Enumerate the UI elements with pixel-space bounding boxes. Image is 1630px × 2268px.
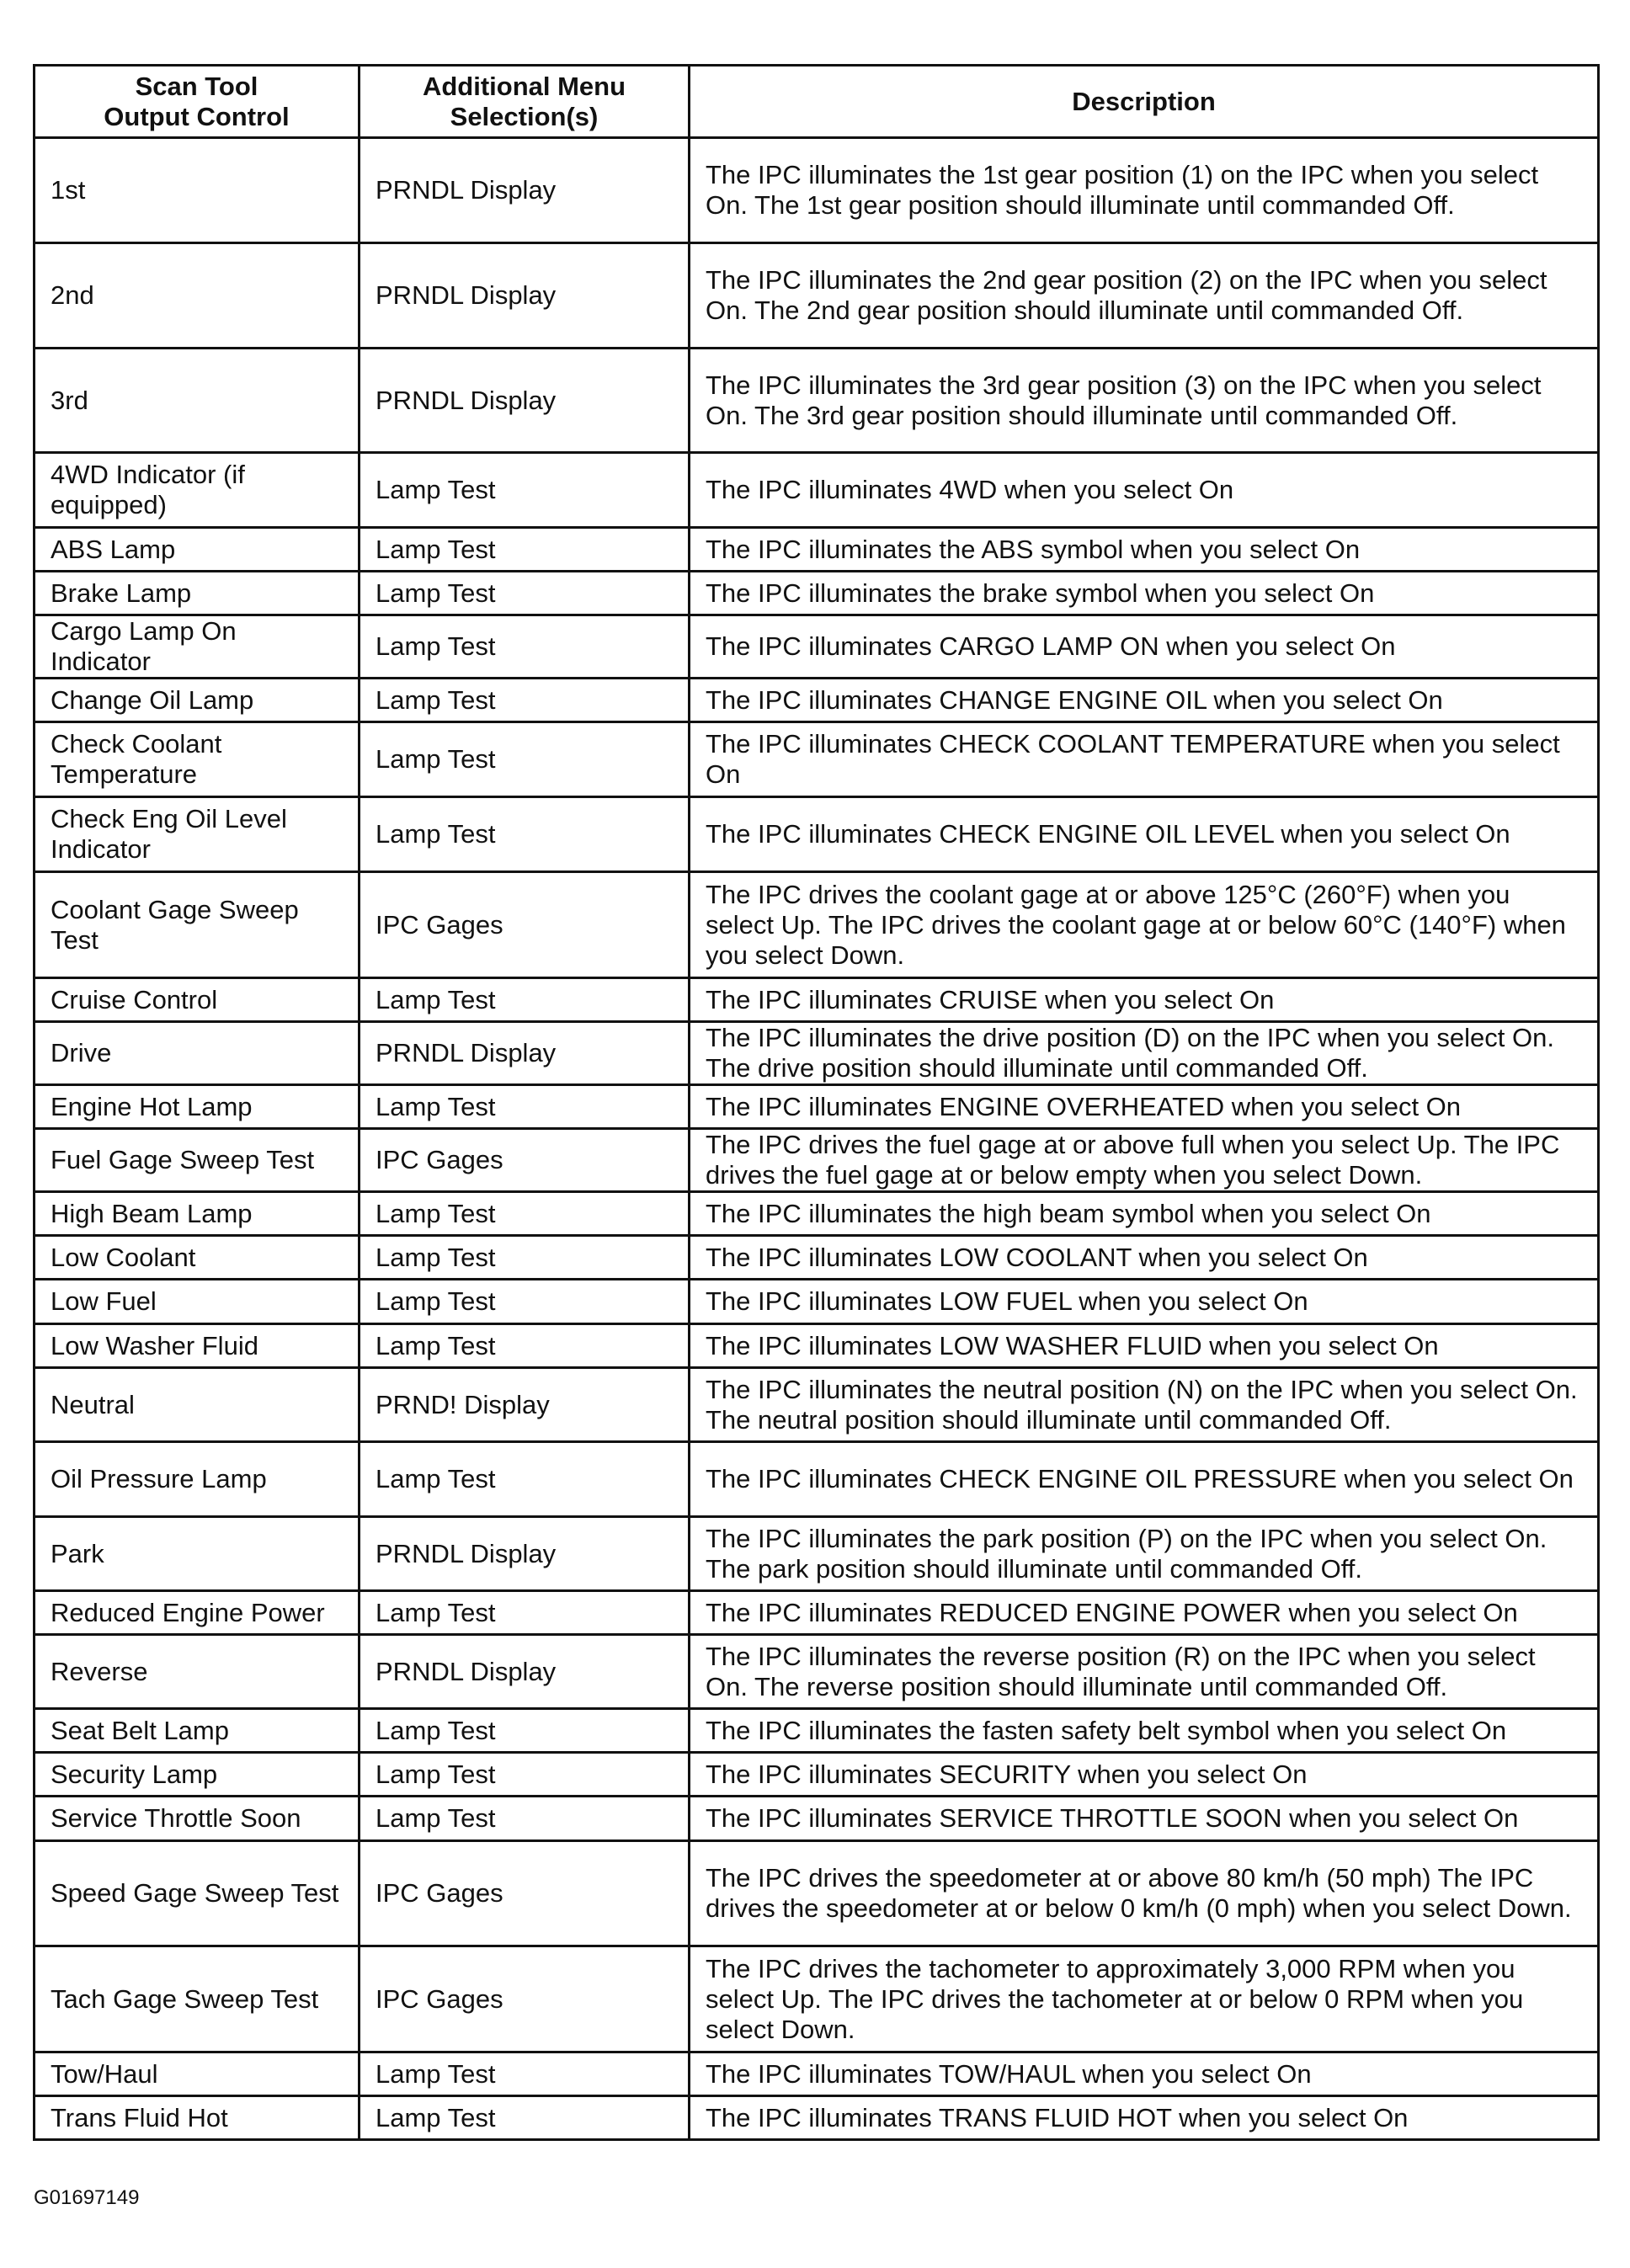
header-description: Description <box>690 66 1599 138</box>
table-row <box>35 1192 1599 1236</box>
description-cell: The IPC illuminates the 1st gear position (1) on the IPC when you select On. The 1st gear position should illuminate until commanded Off. <box>690 138 1599 243</box>
output-control-cell: 1st <box>35 138 360 243</box>
output-control-cell: 4WD Indicator (if equipped) <box>35 453 360 528</box>
menu-selection-cell: PRNDL Display <box>360 243 690 349</box>
menu-selection-cell: PRNDL Display <box>360 138 690 243</box>
menu-selection-cell: Lamp Test <box>360 1085 690 1129</box>
header-line: Output Control <box>104 101 290 131</box>
description-cell: The IPC illuminates the 2nd gear position (2) on the IPC when you select On. The 2nd gear position should illuminate until commanded Off. <box>690 243 1599 349</box>
table-row <box>35 138 1599 243</box>
table-row <box>35 1946 1599 2052</box>
description-cell: The IPC illuminates TOW/HAUL when you select On <box>690 2052 1599 2096</box>
menu-selection-cell: Lamp Test <box>360 797 690 872</box>
table-row <box>35 349 1599 453</box>
table-row <box>35 2052 1599 2096</box>
menu-selection-cell: Lamp Test <box>360 2096 690 2140</box>
menu-selection-cell: PRND! Display <box>360 1368 690 1442</box>
table-row <box>35 1709 1599 1753</box>
description-cell: The IPC drives the coolant gage at or above 125°C (260°F) when you select Up. The IPC drives the coolant gage at or below 60°C (140°F) when you select Down. <box>690 872 1599 978</box>
output-control-cell: Change Oil Lamp <box>35 679 360 722</box>
menu-selection-cell: IPC Gages <box>360 1946 690 2052</box>
menu-selection-cell: PRNDL Display <box>360 1022 690 1085</box>
output-control-cell: 2nd <box>35 243 360 349</box>
description-cell: The IPC drives the tachometer to approximately 3,000 RPM when you select Up. The IPC drives the tachometer at or below 0 RPM when you select Down. <box>690 1946 1599 2052</box>
output-control-cell: Engine Hot Lamp <box>35 1085 360 1129</box>
description-cell: The IPC illuminates ENGINE OVERHEATED when you select On <box>690 1085 1599 1129</box>
output-control-cell: Reverse <box>35 1635 360 1709</box>
output-control-cell: Reduced Engine Power <box>35 1591 360 1635</box>
menu-selection-cell: Lamp Test <box>360 1797 690 1841</box>
output-control-cell: ABS Lamp <box>35 528 360 572</box>
output-control-cell: Seat Belt Lamp <box>35 1709 360 1753</box>
menu-selection-cell: Lamp Test <box>360 572 690 615</box>
description-cell: The IPC illuminates SECURITY when you select On <box>690 1753 1599 1797</box>
description-cell: The IPC illuminates the high beam symbol when you select On <box>690 1192 1599 1236</box>
output-control-cell: High Beam Lamp <box>35 1192 360 1236</box>
output-control-cell: Low Coolant <box>35 1236 360 1280</box>
menu-selection-cell: Lamp Test <box>360 722 690 797</box>
description-cell: The IPC illuminates LOW WASHER FLUID when you select On <box>690 1324 1599 1368</box>
figure-id: G01697149 <box>34 2186 140 2209</box>
menu-selection-cell: IPC Gages <box>360 872 690 978</box>
menu-selection-cell: Lamp Test <box>360 1591 690 1635</box>
description-cell: The IPC illuminates SERVICE THROTTLE SOON when you select On <box>690 1797 1599 1841</box>
description-cell: The IPC illuminates LOW FUEL when you select On <box>690 1280 1599 1324</box>
header-scan-tool-output-control <box>35 66 360 138</box>
table-row <box>35 1236 1599 1280</box>
table-row <box>35 1797 1599 1841</box>
menu-selection-cell: Lamp Test <box>360 1236 690 1280</box>
menu-selection-cell: PRNDL Display <box>360 1517 690 1591</box>
menu-selection-cell: Lamp Test <box>360 615 690 679</box>
menu-selection-cell: Lamp Test <box>360 679 690 722</box>
header-additional-menu-selections <box>360 66 690 138</box>
table-row <box>35 1635 1599 1709</box>
header-line: Scan Tool <box>135 71 258 101</box>
table-row <box>35 2096 1599 2140</box>
table-row <box>35 1085 1599 1129</box>
output-control-cell: Oil Pressure Lamp <box>35 1442 360 1517</box>
menu-selection-cell: Lamp Test <box>360 978 690 1022</box>
description-cell: The IPC illuminates CHECK COOLANT TEMPERATURE when you select On <box>690 722 1599 797</box>
menu-selection-cell: IPC Gages <box>360 1129 690 1192</box>
table-row <box>35 722 1599 797</box>
header-line: Additional Menu <box>422 71 626 101</box>
header-line: Selection(s) <box>450 101 599 131</box>
description-cell: The IPC illuminates the ABS symbol when you select On <box>690 528 1599 572</box>
ipc-output-control-table <box>33 64 1600 2141</box>
table-row <box>35 453 1599 528</box>
description-cell: The IPC illuminates the reverse position (R) on the IPC when you select On. The reverse position should illuminate until commanded Off. <box>690 1635 1599 1709</box>
menu-selection-cell: IPC Gages <box>360 1841 690 1946</box>
table-row <box>35 528 1599 572</box>
output-control-cell: Low Fuel <box>35 1280 360 1324</box>
table-body <box>35 138 1599 2140</box>
menu-selection-cell: Lamp Test <box>360 1280 690 1324</box>
output-control-cell: Fuel Gage Sweep Test <box>35 1129 360 1192</box>
description-cell: The IPC illuminates CARGO LAMP ON when you select On <box>690 615 1599 679</box>
table-row <box>35 1591 1599 1635</box>
description-cell: The IPC illuminates the park position (P) on the IPC when you select On. The park position should illuminate until commanded Off. <box>690 1517 1599 1591</box>
output-control-cell: Neutral <box>35 1368 360 1442</box>
description-cell: The IPC illuminates the drive position (D) on the IPC when you select On. The drive position should illuminate until commanded Off. <box>690 1022 1599 1085</box>
menu-selection-cell: Lamp Test <box>360 528 690 572</box>
output-control-cell: Tow/Haul <box>35 2052 360 2096</box>
menu-selection-cell: PRNDL Display <box>360 349 690 453</box>
description-cell: The IPC illuminates CRUISE when you select On <box>690 978 1599 1022</box>
description-cell: The IPC illuminates the brake symbol when you select On <box>690 572 1599 615</box>
table-row <box>35 1517 1599 1591</box>
description-cell: The IPC drives the fuel gage at or above full when you select Up. The IPC drives the fuel gage at or below empty when you select Down. <box>690 1129 1599 1192</box>
output-control-cell: Park <box>35 1517 360 1591</box>
table-row <box>35 1442 1599 1517</box>
output-control-cell: Check Eng Oil Level Indicator <box>35 797 360 872</box>
output-control-cell: Check Coolant Temperature <box>35 722 360 797</box>
table-row <box>35 1841 1599 1946</box>
description-cell: The IPC drives the speedometer at or above 80 km/h (50 mph) The IPC drives the speedometer at or below 0 km/h (0 mph) when you select Down. <box>690 1841 1599 1946</box>
table-row <box>35 1022 1599 1085</box>
table-row <box>35 1753 1599 1797</box>
menu-selection-cell: Lamp Test <box>360 453 690 528</box>
output-control-cell: Brake Lamp <box>35 572 360 615</box>
output-control-cell: Tach Gage Sweep Test <box>35 1946 360 2052</box>
output-control-cell: Cruise Control <box>35 978 360 1022</box>
description-cell: The IPC illuminates the neutral position (N) on the IPC when you select On. The neutral position should illuminate until commanded Off. <box>690 1368 1599 1442</box>
menu-selection-cell: Lamp Test <box>360 1442 690 1517</box>
table-row <box>35 1129 1599 1192</box>
menu-selection-cell: Lamp Test <box>360 1709 690 1753</box>
header-row <box>35 66 1599 138</box>
output-control-cell: Low Washer Fluid <box>35 1324 360 1368</box>
menu-selection-cell: Lamp Test <box>360 1753 690 1797</box>
output-control-cell: Speed Gage Sweep Test <box>35 1841 360 1946</box>
output-control-cell: Trans Fluid Hot <box>35 2096 360 2140</box>
menu-selection-cell: Lamp Test <box>360 2052 690 2096</box>
output-control-cell: Service Throttle Soon <box>35 1797 360 1841</box>
output-control-cell: Coolant Gage Sweep Test <box>35 872 360 978</box>
description-cell: The IPC illuminates CHECK ENGINE OIL LEVEL when you select On <box>690 797 1599 872</box>
table-row <box>35 797 1599 872</box>
table-row <box>35 978 1599 1022</box>
description-cell: The IPC illuminates 4WD when you select On <box>690 453 1599 528</box>
output-control-cell: Cargo Lamp On Indicator <box>35 615 360 679</box>
menu-selection-cell: Lamp Test <box>360 1192 690 1236</box>
table-row <box>35 1280 1599 1324</box>
output-control-cell: Security Lamp <box>35 1753 360 1797</box>
table-row <box>35 243 1599 349</box>
description-cell: The IPC illuminates CHANGE ENGINE OIL when you select On <box>690 679 1599 722</box>
description-cell: The IPC illuminates TRANS FLUID HOT when you select On <box>690 2096 1599 2140</box>
description-cell: The IPC illuminates REDUCED ENGINE POWER when you select On <box>690 1591 1599 1635</box>
table-header <box>35 66 1599 138</box>
output-control-cell: Drive <box>35 1022 360 1085</box>
table-row <box>35 615 1599 679</box>
table-row <box>35 872 1599 978</box>
description-cell: The IPC illuminates the fasten safety belt symbol when you select On <box>690 1709 1599 1753</box>
table-row <box>35 679 1599 722</box>
description-cell: The IPC illuminates LOW COOLANT when you select On <box>690 1236 1599 1280</box>
menu-selection-cell: Lamp Test <box>360 1324 690 1368</box>
description-cell: The IPC illuminates CHECK ENGINE OIL PRESSURE when you select On <box>690 1442 1599 1517</box>
table-row <box>35 572 1599 615</box>
menu-selection-cell: PRNDL Display <box>360 1635 690 1709</box>
table-row <box>35 1368 1599 1442</box>
description-cell: The IPC illuminates the 3rd gear position (3) on the IPC when you select On. The 3rd gear position should illuminate until commanded Off. <box>690 349 1599 453</box>
table-row <box>35 1324 1599 1368</box>
output-control-cell: 3rd <box>35 349 360 453</box>
